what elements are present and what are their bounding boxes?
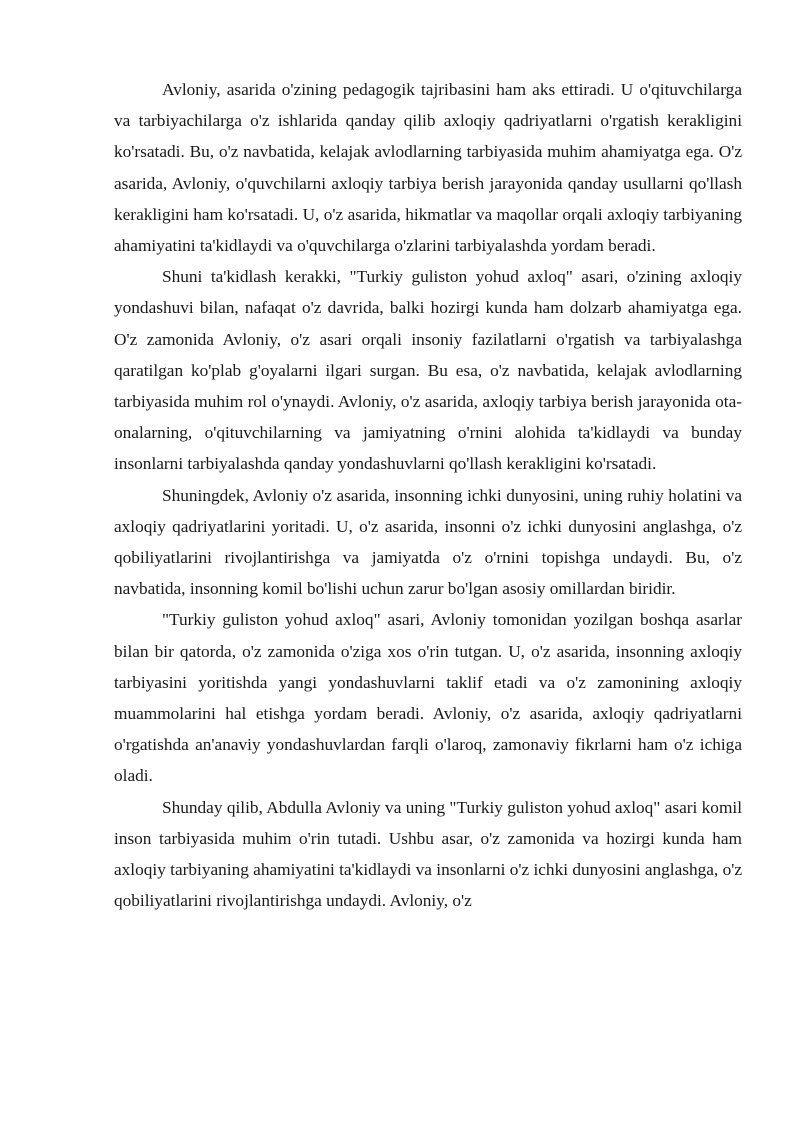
paragraph: Avloniy, asarida o'zining pedagogik tajribasini ham aks ettiradi. U o'qituvchilarga va tarbiyachilarga o'z ishlarida qanday qilib axloqiy qadriyatlarni o'rgatish kerakligini ko'rsatadi. Bu, o'z navbatida, kelajak avlodlarning tarbiyasida muhim ahamiyatga ega. O'z asarida, Avloniy, o'quvchilarni axloqiy tarbiya berish jarayonida qanday usullarni qo'llash kerakligini ham ko'rsatadi. U, o'z asarida, hikmatlar va maqollar orqali axloqiy tarbiyaning ahamiyatini ta'kidlaydi va o'quvchilarga o'zlarini tarbiyalashda yordam beradi.	[114, 80, 742, 256]
paragraph: Shuni ta'kidlash kerakki, "Turkiy guliston yohud axloq" asari, o'zining axloqiy yondashuvi bilan, nafaqat o'z davrida, balki hozirgi kunda ham dolzarb ahamiyatga ega. O'z zamonida Avloniy, o'z asari orqali insoniy fazilatlarni o'rgatish va tarbiyalashga qaratilgan ko'plab g'oyalarni ilgari surgan. Bu esa, o'z navbatida, kelajak avlodlarning tarbiyasida muhim rol o'ynaydi. Avloniy, o'z asarida, axloqiy tarbiya berish jarayonida ota-onalarning, o'qituvchilarning va jamiyatning o'rnini alohida ta'kidlaydi va bunday insonlarni tarbiyalashda qanday yondashuvlarni qo'llash kerakligini ko'rsatadi.	[114, 267, 742, 474]
paragraph: Shunday qilib, Abdulla Avloniy va uning "Turkiy guliston yohud axloq" asari komil inson tarbiyasida muhim o'rin tutadi. Ushbu asar, o'z zamonida va hozirgi kunda ham axloqiy tarbiyaning ahamiyatini ta'kidlaydi va insonlarni o'z ichki dunyosini anglashga, o'z qobiliyatlarini rivojlantirishga undaydi. Avloniy, o'z	[114, 797, 742, 911]
paragraph: Shuningdek, Avloniy o'z asarida, insonning ichki dunyosini, uning ruhiy holatini va axloqiy qadriyatlarini yoritadi. U, o'z asarida, insonni o'z ichki dunyosini anglashga, o'z qobiliyatlarini rivojlantirishga va jamiyatda o'z o'rnini topishga undaydi. Bu, o'z navbatida, insonning komil bo'lishi uchun zarur bo'lgan asosiy omillardan biridir.	[114, 485, 742, 599]
paragraph: "Turkiy guliston yohud axloq" asari, Avloniy tomonidan yozilgan boshqa asarlar bilan bir qatorda, o'z zamonida o'ziga xos o'rin tutgan. U, o'z asarida, insonning axloqiy tarbiyasini yoritishda yangi yondashuvlarni taklif etadi va o'z zamonining axloqiy muammolarini hal etishga yordam beradi. Avloniy, o'z asarida, axloqiy qadriyatlarni o'rgatishda an'anaviy yondashuvlardan farqli o'laroq, zamonaviy fikrlarni ham o'z ichiga oladi.	[114, 610, 742, 786]
document-page	[114, 74, 742, 916]
